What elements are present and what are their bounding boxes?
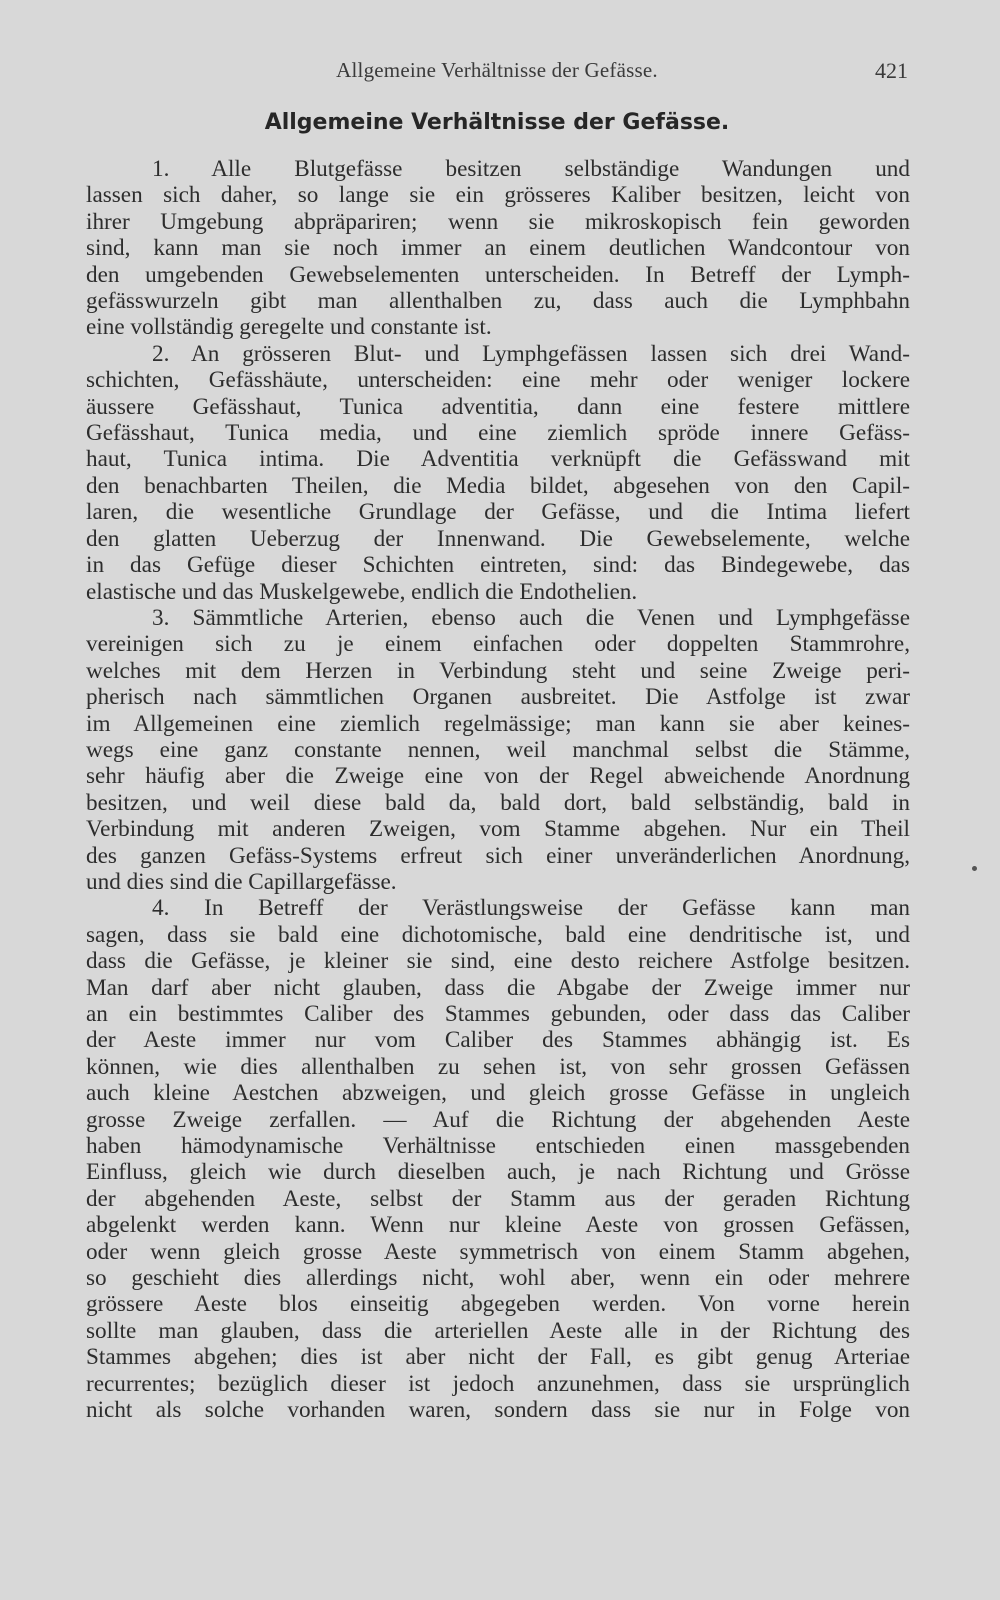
text-line: an ein bestimmtes Caliber des Stammes gebunden, oder dass das Caliber bbox=[86, 1001, 910, 1027]
text-line: Einfluss, gleich wie durch dieselben auch, je nach Richtung und Grösse bbox=[86, 1159, 910, 1186]
text-line: schichten, Gefässhäute, unterscheiden: eine mehr oder weniger lockere bbox=[86, 367, 910, 394]
page-number: 421 bbox=[875, 58, 908, 83]
text-line: der Aeste immer nur vom Caliber des Stammes abhängig ist. Es bbox=[86, 1027, 910, 1054]
running-head bbox=[86, 58, 908, 88]
text-line: recurrentes; bezüglich dieser ist jedoch anzunehmen, dass sie ursprünglich bbox=[86, 1370, 910, 1397]
text-line: Man darf aber nicht glauben, dass die Abgabe der Zweige immer nur bbox=[86, 974, 910, 1001]
text-line: sind, kann man sie noch immer an einem deutlichen Wandcontour von bbox=[86, 235, 910, 262]
text-line: haben hämodynamische Verhältnisse entschieden einen massgebenden bbox=[86, 1133, 910, 1160]
text-line: nicht als solche vorhanden waren, sondern dass sie nur in Folge von bbox=[86, 1397, 910, 1424]
text-line: so geschieht dies allerdings nicht, wohl aber, wenn ein oder mehrere bbox=[86, 1265, 910, 1292]
text-line: lassen sich daher, so lange sie ein grösseres Kaliber besitzen, leicht von bbox=[86, 182, 910, 209]
text-line: in das Gefüge dieser Schichten eintreten, sind: das Bindegewebe, das bbox=[86, 552, 910, 579]
text-line: ihrer Umgebung abpräpariren; wenn sie mikroskopisch fein geworden bbox=[86, 208, 910, 235]
text-line: des ganzen Gefäss-Systems erfreut sich einer unveränderlichen Anordnung, bbox=[86, 842, 910, 869]
print-speck bbox=[972, 866, 977, 871]
text-line: pherisch nach sämmtlichen Organen ausbreitet. Die Astfolge ist zwar bbox=[86, 684, 910, 711]
text-line: laren, die wesentliche Grundlage der Gefässe, und die Intima liefert bbox=[86, 499, 910, 526]
text-line: sollte man glauben, dass die arteriellen Aeste alle in der Richtung des bbox=[86, 1317, 910, 1344]
text-line: Verbindung mit anderen Zweigen, vom Stamme abgehen. Nur ein Theil bbox=[86, 816, 910, 843]
text-line: Stammes abgehen; dies ist aber nicht der Fall, es gibt genug Arteriae bbox=[86, 1344, 910, 1371]
chapter-title: Allgemeine Verhältnisse der Gefässe. bbox=[264, 110, 730, 135]
text-line: den benachbarten Theilen, die Media bildet, abgesehen von den Capil- bbox=[86, 472, 910, 499]
text-line: 4. In Betreff der Verästlungsweise der Gefässe kann man bbox=[152, 895, 910, 922]
text-line: den umgebenden Gewebselementen unterscheiden. In Betreff der Lymph- bbox=[86, 261, 910, 288]
text-line: den glatten Ueberzug der Innenwand. Die Gewebselemente, welche bbox=[86, 525, 910, 552]
text-line: besitzen, und weil diese bald da, bald dort, bald selbständig, bald in bbox=[86, 789, 910, 816]
text-line: 2. An grösseren Blut- und Lymphgefässen lassen sich drei Wand- bbox=[152, 340, 910, 367]
text-line: im Allgemeinen eine ziemlich regelmässige; man kann sie aber keines- bbox=[86, 710, 910, 737]
text-line: eine vollständig geregelte und constante ist. bbox=[86, 314, 492, 341]
text-line: und dies sind die Capillargefässe. bbox=[86, 868, 397, 895]
text-line: können, wie dies allenthalben zu sehen ist, von sehr grossen Gefässen bbox=[86, 1053, 910, 1080]
text-line: äussere Gefässhaut, Tunica adventitia, dann eine festere mittlere bbox=[86, 393, 910, 420]
text-line: sehr häufig aber die Zweige eine von der Regel abweichende Anordnung bbox=[86, 763, 910, 790]
text-line: grössere Aeste blos einseitig abgegeben werden. Von vorne herein bbox=[86, 1291, 910, 1318]
text-line: 1. Alle Blutgefässe besitzen selbständige Wandungen und bbox=[152, 156, 910, 182]
text-line: grosse Zweige zerfallen. — Auf die Richtung der abgehenden Aeste bbox=[86, 1106, 910, 1133]
text-line: Gefässhaut, Tunica media, und eine ziemlich spröde innere Gefäss- bbox=[86, 420, 910, 447]
text-line: vereinigen sich zu je einem einfachen oder doppelten Stammrohre, bbox=[86, 631, 910, 658]
text-line: oder wenn gleich grosse Aeste symmetrisch von einem Stamm abgehen, bbox=[86, 1238, 910, 1265]
body-text bbox=[86, 156, 910, 1424]
text-line: auch kleine Aestchen abzweigen, und gleich grosse Gefässe in ungleich bbox=[86, 1080, 910, 1107]
text-line: sagen, dass sie bald eine dichotomische, bald eine dendritische ist, und bbox=[86, 921, 910, 948]
text-line: dass die Gefässe, je kleiner sie sind, eine desto reichere Astfolge besitzen. bbox=[86, 948, 910, 975]
text-line: der abgehenden Aeste, selbst der Stamm aus der geraden Richtung bbox=[86, 1185, 910, 1212]
text-line: wegs eine ganz constante nennen, weil manchmal selbst die Stämme, bbox=[86, 736, 910, 763]
text-line: elastische und das Muskelgewebe, endlich die Endothelien. bbox=[86, 578, 638, 605]
text-line: abgelenkt werden kann. Wenn nur kleine Aeste von grossen Gefässen, bbox=[86, 1212, 910, 1239]
running-title: Allgemeine Verhältnisse der Gefässe. bbox=[336, 58, 658, 82]
text-line: gefässwurzeln gibt man allenthalben zu, dass auch die Lymphbahn bbox=[86, 288, 910, 315]
text-line: welches mit dem Herzen in Verbindung steht und seine Zweige peri- bbox=[86, 657, 910, 684]
text-line: 3. Sämmtliche Arterien, ebenso auch die Venen und Lymphgefässe bbox=[152, 604, 910, 631]
text-line: haut, Tunica intima. Die Adventitia verknüpft die Gefässwand mit bbox=[86, 446, 910, 473]
